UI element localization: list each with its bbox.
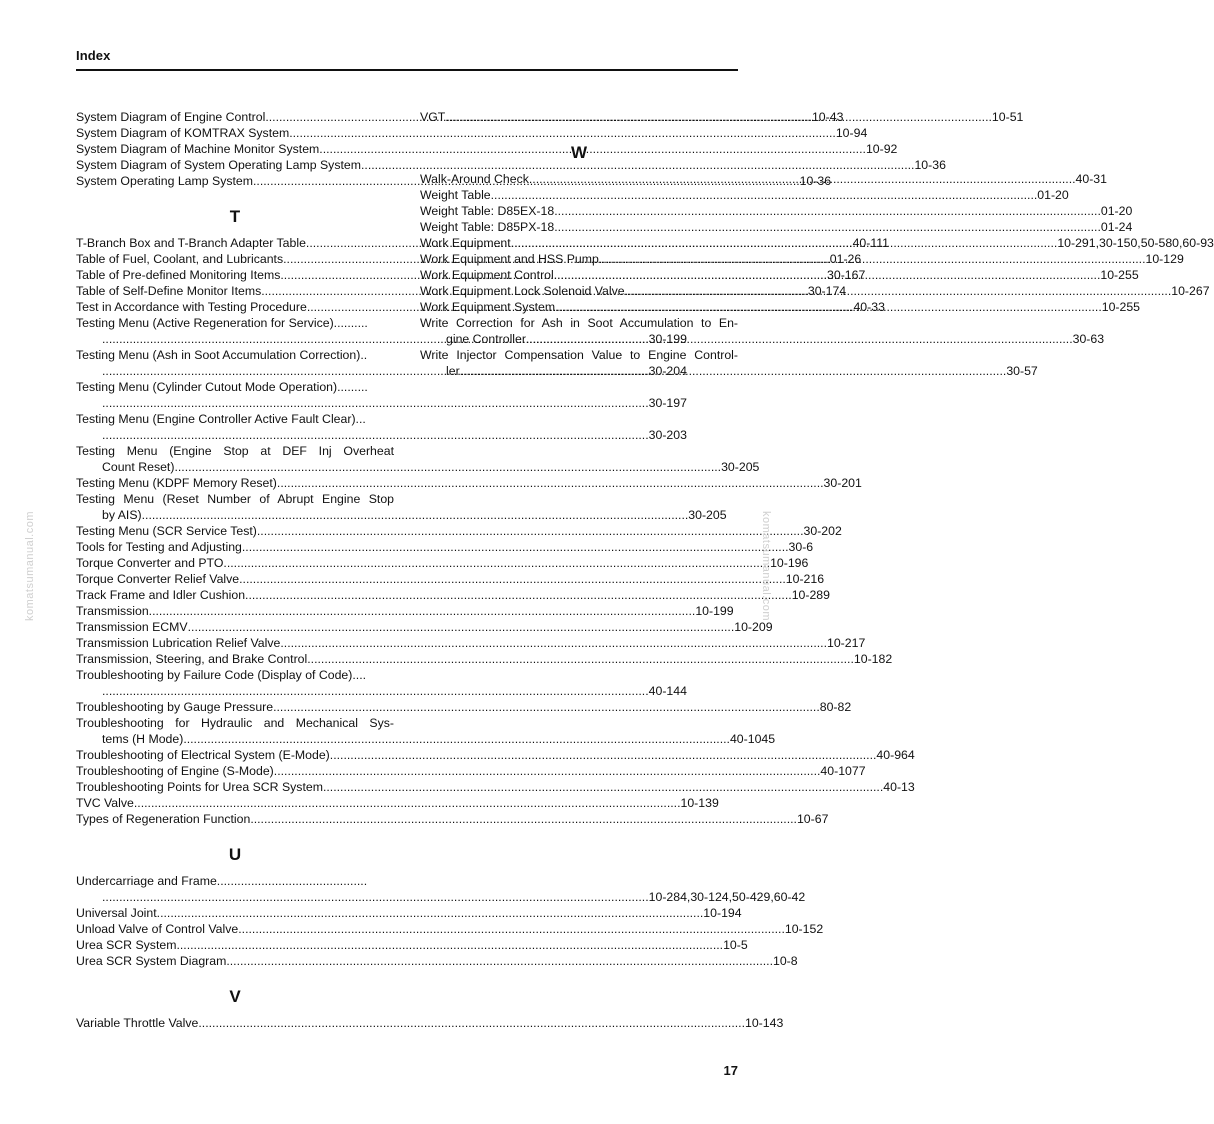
- index-entry-page: 40-1045: [729, 732, 776, 746]
- index-entry: [76, 491, 727, 523]
- index-entry-text: Troubleshooting for Hydraulic and Mechanical Sys-: [76, 716, 394, 730]
- index-entry-page: 10-255: [1101, 300, 1141, 314]
- index-entry-line: [420, 203, 1133, 219]
- index-entry: [76, 539, 814, 555]
- index-entry-page: 30-197: [648, 396, 687, 410]
- index-entry: [76, 1015, 784, 1031]
- index-entry-text: Transmission ECMV: [76, 620, 188, 634]
- index-entry-line: [76, 587, 830, 603]
- index-entry: [76, 953, 798, 969]
- index-entry-line: [76, 795, 719, 811]
- index-entry-text: Work Equipment System: [420, 300, 556, 314]
- index-entry: [76, 411, 687, 443]
- index-entry-line: [76, 635, 866, 651]
- index-entry-page: 30-204: [648, 364, 687, 378]
- index-entry-line: [76, 905, 742, 921]
- index-entry-text: Track Frame and Idler Cushion: [76, 588, 246, 602]
- index-entry-page: 30-63: [1072, 332, 1105, 346]
- dot-leader: [239, 571, 786, 587]
- dot-leader: [554, 267, 1101, 283]
- index-entry-text: Testing Menu (Reset Number of Abrupt Engine Stop: [76, 492, 394, 506]
- dot-leader: [134, 795, 681, 811]
- dot-leader: [445, 109, 992, 125]
- index-entry-text: Urea SCR System Diagram: [76, 954, 227, 968]
- index-entry: [76, 811, 829, 827]
- index-entry-page: 10-51: [991, 110, 1024, 124]
- dot-leader: [554, 219, 1101, 235]
- dot-leader: [174, 459, 721, 475]
- index-entry-text: TVC Valve: [76, 796, 134, 810]
- index-entry-text: Test in Accordance with Testing Procedure: [76, 300, 307, 314]
- index-entry-page: 10-143: [745, 1016, 784, 1030]
- index-entry-continuation: tems (H Mode): [102, 732, 184, 746]
- index-entry-text: Testing Menu (Active Regeneration for Service)..........: [76, 316, 368, 330]
- index-entry-line: [76, 555, 809, 571]
- dot-leader: [226, 953, 773, 969]
- page-header-title: Index: [76, 48, 111, 63]
- index-entry-text: Weight Table: D85EX-18: [420, 204, 555, 218]
- index-entry-page: 30-6: [788, 540, 814, 554]
- index-entry-line: [76, 921, 824, 937]
- index-entry-text: Walk-Around Check: [420, 172, 529, 186]
- index-entry: [76, 779, 915, 795]
- index-entry-continuation: ler: [446, 364, 460, 378]
- index-entry: [420, 219, 1133, 235]
- dot-leader: [250, 811, 797, 827]
- index-entry-text: Write Injector Compensation Value to Engine Control-: [420, 348, 738, 362]
- index-entry: [76, 667, 687, 699]
- index-entry: [76, 937, 748, 953]
- index-entry-page: 40-964: [876, 748, 915, 762]
- index-entry-text: Table of Self-Define Monitor Items: [76, 284, 262, 298]
- index-entry-line: [420, 363, 1038, 379]
- index-entry-page: 40-33: [853, 300, 885, 314]
- index-entry-line: [76, 811, 829, 827]
- index-entry-line: [76, 779, 915, 795]
- index-entry: [76, 587, 830, 603]
- index-entry-page: 01-26: [829, 252, 862, 266]
- index-entry-page: 10-92: [865, 142, 898, 156]
- index-entry-text: Table of Fuel, Coolant, and Lubricants: [76, 252, 284, 266]
- index-entry-continuation: by AIS): [102, 508, 142, 522]
- index-entry-page: 10-43: [811, 110, 844, 124]
- index-entry-text: Troubleshooting of Electrical System (E-Mode): [76, 748, 330, 762]
- index-entry: [76, 905, 742, 921]
- section-gap: [420, 125, 738, 135]
- index-entry-page: 01-20: [1100, 204, 1133, 218]
- index-entry-line: [420, 219, 1133, 235]
- index-entry-page: 30-199: [648, 332, 687, 346]
- index-entry: [76, 921, 824, 937]
- index-entry-line: [420, 331, 1105, 347]
- index-entry-page: 10-139: [680, 796, 719, 810]
- index-entry: [76, 523, 842, 539]
- index-entry-page: 10-284,30-124,50-429,60-42: [648, 890, 806, 904]
- index-entry-page: 30-205: [721, 460, 760, 474]
- dot-leader: [223, 555, 770, 571]
- index-entry-line: [76, 539, 814, 555]
- index-entry-text: Transmission Lubrication Relief Valve: [76, 636, 281, 650]
- index-entry: [76, 635, 866, 651]
- dot-leader: [511, 235, 1058, 251]
- index-entry-page: 10-196: [770, 556, 809, 570]
- section-letter-u: U: [228, 845, 242, 864]
- index-entry-page: 80-82: [819, 700, 852, 714]
- index-entry-line: [76, 141, 898, 157]
- index-entry-text: Undercarriage and Frame............................................: [76, 874, 368, 888]
- index-entry-text: Types of Regeneration Function: [76, 812, 251, 826]
- dot-leader: [242, 539, 789, 555]
- index-entry-text: Troubleshooting Points for Urea SCR System....: [76, 780, 337, 794]
- index-entry: [76, 873, 806, 905]
- index-entry-page: 10-129: [1145, 252, 1184, 266]
- dot-leader: [625, 283, 1172, 299]
- index-entry-page: 10-194: [703, 906, 742, 920]
- index-entry-line: [76, 619, 773, 635]
- dot-leader: [102, 889, 649, 905]
- index-entry-line: [76, 603, 734, 619]
- section-letter-t: T: [229, 207, 241, 226]
- index-entry-text: Torque Converter Relief Valve: [76, 572, 240, 586]
- index-entry-page: 10-217: [827, 636, 866, 650]
- index-entry-text: Transmission: [76, 604, 149, 618]
- dot-leader: [274, 763, 821, 779]
- index-entry-page: 10-67: [796, 812, 829, 826]
- index-entry-text: Work Equipment Lock Solenoid Valve: [420, 284, 625, 298]
- index-entry: [76, 475, 862, 491]
- index-entry-text: Work Equipment: [420, 236, 511, 250]
- dot-leader: [330, 747, 877, 763]
- index-entry: [76, 379, 687, 411]
- watermark-right: komatsumanual.com: [760, 511, 772, 621]
- index-entry-page: 40-31: [1075, 172, 1107, 186]
- dot-leader: [280, 635, 827, 651]
- index-entry-page: 10-289: [791, 588, 830, 602]
- dot-leader: [245, 587, 792, 603]
- page-number: 17: [723, 1063, 738, 1078]
- index-entry-line: [76, 699, 852, 715]
- index-entry-continuation: gine Controller: [446, 332, 526, 346]
- index-entry-line: [76, 683, 687, 699]
- index-entry: [420, 203, 1133, 219]
- section-gap: [76, 827, 394, 837]
- index-entry-page: 30-205: [688, 508, 727, 522]
- index-entry-page: 01-20: [1037, 188, 1069, 202]
- index-entry-line: [76, 395, 687, 411]
- index-entry-page: 10-36: [799, 174, 832, 188]
- index-entry-text: Testing Menu (SCR Service Test): [76, 524, 257, 538]
- index-entry-line: [76, 125, 868, 141]
- index-entry-text: Urea SCR System: [76, 938, 177, 952]
- index-entry-text: System Diagram of Machine Monitor System: [76, 142, 320, 156]
- index-entry-text: Testing Menu (Ash in Soot Accumulation Correction)..: [76, 348, 368, 362]
- index-entry: [76, 157, 946, 173]
- section-gap: [76, 969, 394, 979]
- dot-leader: [198, 1015, 745, 1031]
- index-entry-page: 10-291,30-150,50-580,60-93: [1057, 236, 1214, 250]
- index-entry-page: 30-203: [648, 428, 687, 442]
- dot-leader: [337, 779, 884, 795]
- watermark-left: komatsumanual.com: [24, 511, 36, 621]
- dot-leader: [460, 363, 1007, 379]
- index-entry-line: [76, 651, 893, 667]
- index-entry: [76, 747, 915, 763]
- index-entry-text: Universal Joint: [76, 906, 157, 920]
- index-entry-text: Weight Table: [420, 188, 491, 202]
- index-entry-line: [76, 763, 866, 779]
- index-entry: [76, 141, 898, 157]
- dot-leader: [176, 937, 723, 953]
- index-entry: [76, 603, 734, 619]
- index-entry-text: Troubleshooting by Failure Code (Display of Code)....: [76, 668, 367, 682]
- index-entry-page: 10-199: [695, 604, 734, 618]
- index-entry-text: System Diagram of KOMTRAX System: [76, 126, 290, 140]
- index-entry-page: 40-1077: [820, 764, 866, 778]
- index-entry-page: 10-94: [835, 126, 868, 140]
- index-entry-page: 30-201: [823, 476, 862, 490]
- index-entry-page: 30-57: [1006, 364, 1038, 378]
- index-entry-page: 10-152: [784, 922, 824, 936]
- index-entry-text: System Operating Lamp System: [76, 174, 254, 188]
- dot-leader: [102, 683, 649, 699]
- index-entry-page: 40-144: [648, 684, 687, 698]
- index-entry: [76, 699, 852, 715]
- index-entry: [76, 651, 893, 667]
- section-gap: [76, 189, 394, 199]
- index-entry-continuation: Count Reset): [102, 460, 175, 474]
- dot-leader: [149, 603, 696, 619]
- index-entry-page: 40-111: [852, 236, 890, 250]
- dot-leader: [102, 427, 649, 443]
- index-entry-text: Testing Menu (Cylinder Cutout Mode Operation).........: [76, 380, 368, 394]
- index-entry-text: Troubleshooting of Engine (S-Mode): [76, 764, 274, 778]
- index-entry-line: [76, 475, 862, 491]
- index-entry-line: [76, 459, 760, 475]
- index-entry-line: [76, 1015, 784, 1031]
- index-entry: [76, 555, 809, 571]
- dot-leader: [183, 731, 730, 747]
- index-entry-page: 30-167: [827, 268, 866, 282]
- dot-leader: [491, 187, 1038, 203]
- index-entry-line: [76, 427, 687, 443]
- dot-leader: [273, 699, 820, 715]
- index-entry-text: Write Correction for Ash in Soot Accumulation to En-: [420, 316, 738, 330]
- index-entry: [420, 315, 1105, 347]
- dot-leader: [277, 475, 824, 491]
- index-entry-text: System Diagram of Engine Control: [76, 110, 266, 124]
- index-entry: [420, 187, 1069, 203]
- index-entry-text: System Diagram of System Operating Lamp System..: [76, 158, 368, 172]
- index-entry-line: [76, 889, 806, 905]
- dot-leader: [554, 203, 1101, 219]
- index-entry-line: [76, 571, 825, 587]
- dot-leader: [102, 395, 649, 411]
- index-entry: [420, 347, 1038, 379]
- dot-leader: [555, 299, 1102, 315]
- index-entry-page: 30-202: [803, 524, 842, 538]
- index-entry-text: Testing Menu (Engine Controller Active Fault Clear)...: [76, 412, 366, 426]
- section-letter-w: W: [570, 143, 588, 162]
- index-entry-line: [76, 937, 748, 953]
- dot-leader: [257, 523, 804, 539]
- index-entry-text: Table of Pre-defined Monitoring Items: [76, 268, 281, 282]
- index-entry-page: 10-255: [1100, 268, 1139, 282]
- section-letter-v: V: [229, 987, 241, 1006]
- index-entry-text: Torque Converter and PTO: [76, 556, 224, 570]
- index-entry-page: 10-209: [734, 620, 773, 634]
- index-entry-page: 10-216: [785, 572, 825, 586]
- dot-leader: [529, 171, 1076, 187]
- index-entry-page: 40-13: [883, 780, 915, 794]
- index-entry-line: [76, 731, 776, 747]
- dot-leader: [157, 905, 704, 921]
- index-entry: [76, 125, 868, 141]
- index-entry-page: 10-8: [772, 954, 798, 968]
- index-entry-page: 01-24: [1100, 220, 1133, 234]
- index-entry: [76, 443, 760, 475]
- index-entry: [76, 763, 866, 779]
- index-entry-text: Testing Menu (KDPF Memory Reset): [76, 476, 277, 490]
- index-entry-line: [420, 187, 1069, 203]
- index-entry-text: VGT: [420, 110, 446, 124]
- index-entry-page: 30-174: [807, 284, 847, 298]
- index-entry-page: 10-36: [914, 158, 946, 172]
- dot-leader: [188, 619, 735, 635]
- index-entry-text: Work Equipment and HSS Pump: [420, 252, 599, 266]
- index-entry-text: Transmission, Steering, and Brake Control: [76, 652, 308, 666]
- dot-leader: [526, 331, 1073, 347]
- dot-leader: [599, 251, 1146, 267]
- dot-leader: [142, 507, 689, 523]
- index-entry-text: Unload Valve of Control Valve: [76, 922, 239, 936]
- index-entry-line: [76, 953, 798, 969]
- index-entry-line: [76, 523, 842, 539]
- index-entry: [76, 715, 776, 747]
- index-entry-text: Testing Menu (Engine Stop at DEF Inj Overheat: [76, 444, 394, 458]
- index-entry-line: [76, 507, 727, 523]
- index-entry-text: Work Equipment Control: [420, 268, 554, 282]
- index-entry: [76, 571, 825, 587]
- index-entry: [76, 795, 719, 811]
- header-rule: [76, 69, 738, 71]
- dot-leader: [238, 921, 785, 937]
- index-entry-text: Weight Table: D85PX-18: [420, 220, 555, 234]
- dot-leader: [307, 651, 854, 667]
- index-entry-text: Variable Throttle Valve: [76, 1016, 199, 1030]
- index-entry-text: T-Branch Box and T-Branch Adapter Table: [76, 236, 306, 250]
- index-entry-text: Tools for Testing and Adjusting: [76, 540, 242, 554]
- index-entry-page: 10-182: [853, 652, 893, 666]
- index-entry-page: 10-267: [1171, 284, 1210, 298]
- index-entry: [76, 619, 773, 635]
- index-entry-page: 10-5: [723, 938, 748, 952]
- index-entry-line: [76, 157, 946, 173]
- index-entry-text: Troubleshooting by Gauge Pressure: [76, 700, 274, 714]
- index-entry-line: [76, 747, 915, 763]
